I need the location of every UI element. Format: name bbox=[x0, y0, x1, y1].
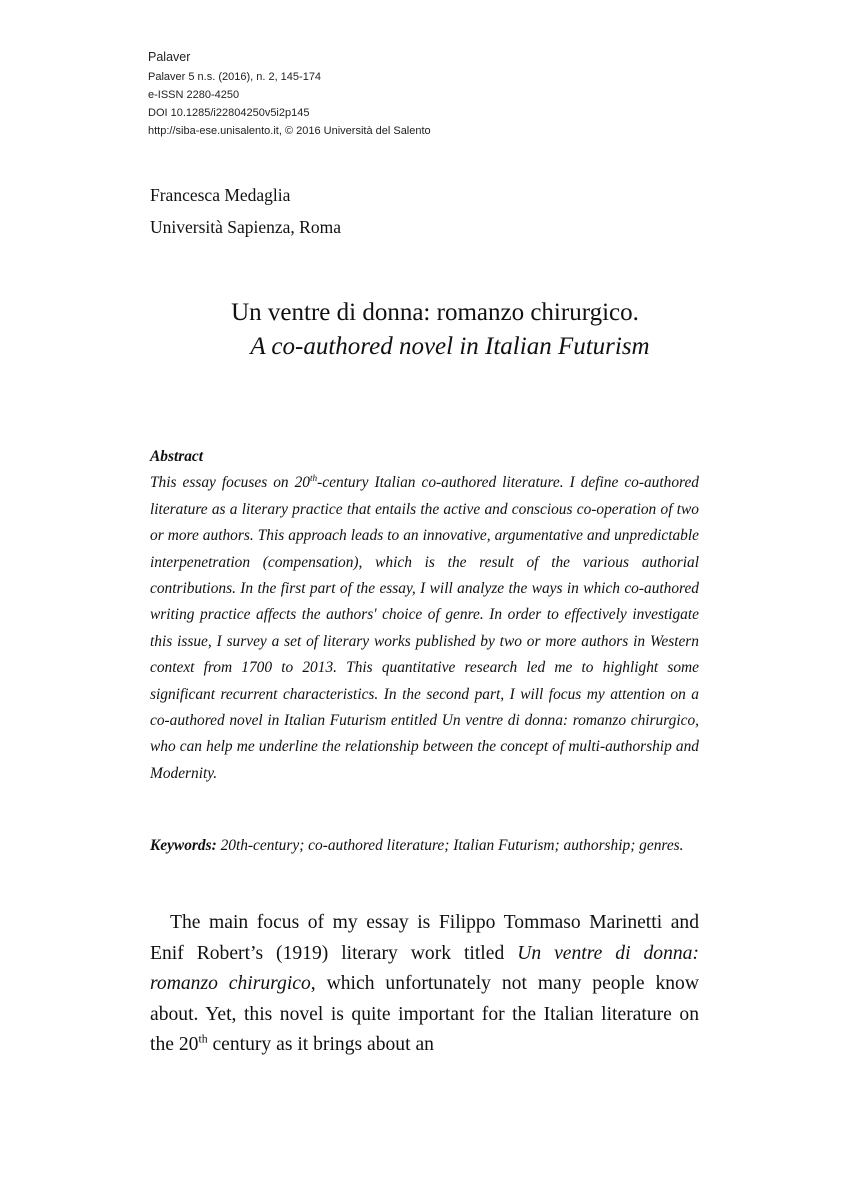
journal-eissn: e-ISSN 2280-4250 bbox=[148, 89, 240, 101]
body-text-part1: The main focus of my essay is Filippo Tommaso Marinetti and Enif Robert’s (1919) literary work titled bbox=[150, 912, 699, 964]
title-block bbox=[150, 296, 700, 364]
keywords-label: Keywords: bbox=[150, 837, 217, 854]
body-paragraph bbox=[150, 908, 699, 1061]
article-doi[interactable]: DOI 10.1285/i22804250v5i2p145 bbox=[148, 107, 310, 119]
body-superscript: th bbox=[198, 1032, 208, 1046]
keywords-text: 20th-century; co-authored literature; Italian Futurism; authorship; genres. bbox=[220, 837, 684, 854]
abstract-superscript: th bbox=[309, 473, 318, 484]
journal-citation: Palaver 5 n.s. (2016), n. 2, 145-174 bbox=[148, 71, 322, 83]
body-work-title: Un ventre di donna: romanzo chirurgico bbox=[150, 942, 699, 994]
abstract-text-part2: -century Italian co-authored literature. I define co-authored literature as a literary practice that entails the active and conscious co-operation of two or more authors. This approach leads to an innovative, argumentative and unpredictable interpenetration (compensation), which is the result of the various authorial contributions. In the first part of the essay, I will analyze the ways in which co-authored writing practice affects the authors' choice of genre. In order to effectively investigate this issue, I survey a set of literary works published by two or more authors in Western context from 1700 to 2013. This quantitative research led me to highlight some significant recurrent characteristics. In the second part, I will focus my attention on a co-authored novel in Italian Futurism entitled Un ventre di donna: romanzo chirurgico, who can help me underline the relationship between the concept of multi-authorship and Modernity. bbox=[150, 474, 699, 782]
author-affiliation: Università Sapienza, Roma bbox=[150, 217, 341, 237]
journal-header bbox=[148, 48, 431, 140]
author-name: Francesca Medaglia bbox=[150, 185, 291, 205]
abstract-heading: Abstract bbox=[150, 448, 204, 465]
journal-name: Palaver bbox=[148, 50, 191, 64]
abstract-section bbox=[150, 444, 699, 787]
body-text-part3: century as it brings about an bbox=[207, 1034, 434, 1055]
author-block bbox=[150, 179, 341, 243]
abstract-text-part1: This essay focuses on 20 bbox=[150, 474, 310, 492]
article-subtitle: A co-authored novel in Italian Futurism bbox=[250, 333, 650, 360]
keywords-section bbox=[150, 833, 699, 859]
article-title: Un ventre di donna: romanzo chirurgico. bbox=[231, 299, 639, 326]
body-text-part2: , which unfortunately not many people know about. Yet, this novel is quite important for the Italian literature on the 20 bbox=[150, 973, 699, 1055]
journal-url-copyright[interactable]: http://siba-ese.unisalento.it, © 2016 Università del Salento bbox=[148, 125, 431, 137]
